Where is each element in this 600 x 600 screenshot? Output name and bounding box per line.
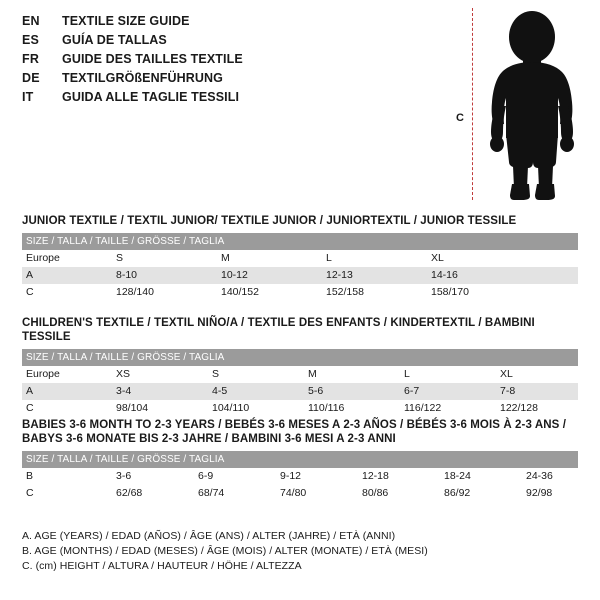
table-row	[22, 366, 578, 383]
junior-size-table	[22, 233, 578, 301]
header-title-text: GUIDA ALLE TAGLIE TESSILI	[62, 90, 240, 104]
legend-line-age-years: A. AGE (YEARS) / EDAD (AÑOS) / ÂGE (ANS) / ALTER (JAHRE) / ETÀ (ANNI)	[22, 530, 396, 542]
legend	[22, 529, 578, 574]
section-title: BABIES 3-6 MONTH TO 2-3 YEARS / BEBÉS 3-6 MESES A 2-3 AÑOS / BÉBÉS 3-6 MOIS À 2-3 ANS / BABYS 3-6 MONATE BIS 2-3 JAHRE / BAMBINI 3-6 MESI A 2-3 ANNI	[22, 419, 566, 445]
table-cell: 3-4	[112, 383, 208, 400]
table-cell: 6-9	[194, 468, 276, 485]
table-row	[22, 400, 578, 417]
table-header-row	[22, 349, 578, 366]
table-cell: 9-12	[276, 468, 358, 485]
table-cell: 5-6	[304, 383, 400, 400]
table-cell: 12-18	[358, 468, 440, 485]
table-cell: 140/152	[217, 284, 322, 301]
legend-line-age-months: B. AGE (MONTHS) / EDAD (MESES) / ÂGE (MOIS) / ALTER (MONATE) / ETÀ (MESI)	[22, 545, 428, 557]
section-junior-textile	[22, 214, 578, 301]
table-row	[22, 468, 578, 485]
table-cell: 6-7	[400, 383, 496, 400]
table-cell: XL	[427, 250, 578, 267]
header-language-code: EN	[22, 14, 40, 28]
header-title-text: TEXTILE SIZE GUIDE	[62, 14, 190, 28]
children-size-table	[22, 349, 578, 417]
table-cell: B	[22, 468, 112, 485]
table-cell: 10-12	[217, 267, 322, 284]
table-cell: M	[217, 250, 322, 267]
babies-size-table	[22, 451, 578, 502]
table-header-cell: SIZE / TALLA / TAILLE / GRÖSSE / TAGLIA	[22, 349, 578, 366]
table-cell: 8-10	[112, 267, 217, 284]
header-title-text: GUÍA DE TALLAS	[62, 33, 167, 47]
table-cell: 116/122	[400, 400, 496, 417]
header-language-code: DE	[22, 71, 40, 85]
table-header-cell: SIZE / TALLA / TAILLE / GRÖSSE / TAGLIA	[22, 451, 578, 468]
legend-line-height: C. (cm) HEIGHT / ALTURA / HAUTEUR / HÖHE / ALTEZZA	[22, 560, 302, 572]
table-row	[22, 383, 578, 400]
table-cell: Europe	[22, 366, 112, 383]
header-title-text: TEXTILGRÖßENFÜHRUNG	[62, 71, 223, 85]
table-cell: A	[22, 267, 112, 284]
table-cell: C	[22, 485, 112, 502]
table-cell: 158/170	[427, 284, 578, 301]
table-header-row	[22, 451, 578, 468]
section-babies-textile	[22, 418, 578, 502]
section-title: CHILDREN'S TEXTILE / TEXTIL NIÑO/A / TEXTILE DES ENFANTS / KINDERTEXTIL / BAMBINI TESSILE	[22, 317, 535, 343]
table-cell: 98/104	[112, 400, 208, 417]
section-title: JUNIOR TEXTILE / TEXTIL JUNIOR/ TEXTILE JUNIOR / JUNIORTEXTIL / JUNIOR TESSILE	[22, 215, 517, 227]
table-cell: 12-13	[322, 267, 427, 284]
header-language-code: ES	[22, 33, 40, 47]
child-silhouette-icon	[480, 10, 590, 202]
header-row	[22, 14, 422, 33]
table-row	[22, 485, 578, 502]
table-header-row	[22, 233, 578, 250]
header-title-text: GUIDE DES TAILLES TEXTILE	[62, 52, 243, 66]
table-cell: 18-24	[440, 468, 522, 485]
table-cell: XL	[496, 366, 578, 383]
table-cell: M	[304, 366, 400, 383]
table-cell: 74/80	[276, 485, 358, 502]
table-cell: 62/68	[112, 485, 194, 502]
table-cell: S	[112, 250, 217, 267]
table-cell: 68/74	[194, 485, 276, 502]
table-cell: L	[322, 250, 427, 267]
table-cell: 14-16	[427, 267, 578, 284]
table-cell: 128/140	[112, 284, 217, 301]
table-cell: A	[22, 383, 112, 400]
table-cell: Europe	[22, 250, 112, 267]
table-cell: 110/116	[304, 400, 400, 417]
table-cell: S	[208, 366, 304, 383]
table-cell: 7-8	[496, 383, 578, 400]
table-cell: 122/128	[496, 400, 578, 417]
table-cell: XS	[112, 366, 208, 383]
height-measure-label: C	[456, 112, 464, 124]
table-cell: 92/98	[522, 485, 578, 502]
table-cell: 104/110	[208, 400, 304, 417]
header-row	[22, 90, 422, 109]
table-cell: L	[400, 366, 496, 383]
header	[22, 14, 422, 109]
table-cell: 24-36	[522, 468, 578, 485]
child-figure-area	[440, 8, 590, 203]
table-cell: 4-5	[208, 383, 304, 400]
table-cell: 80/86	[358, 485, 440, 502]
table-cell: 152/158	[322, 284, 427, 301]
header-row	[22, 33, 422, 52]
height-guide-line	[472, 8, 473, 200]
header-row	[22, 52, 422, 71]
table-row	[22, 250, 578, 267]
table-header-cell: SIZE / TALLA / TAILLE / GRÖSSE / TAGLIA	[22, 233, 578, 250]
table-cell: C	[22, 284, 112, 301]
table-cell: 86/92	[440, 485, 522, 502]
table-row	[22, 284, 578, 301]
section-childrens-textile	[22, 316, 578, 417]
header-row	[22, 71, 422, 90]
table-row	[22, 267, 578, 284]
header-language-code: FR	[22, 52, 40, 66]
header-language-code: IT	[22, 90, 34, 104]
table-cell: C	[22, 400, 112, 417]
table-cell: 3-6	[112, 468, 194, 485]
